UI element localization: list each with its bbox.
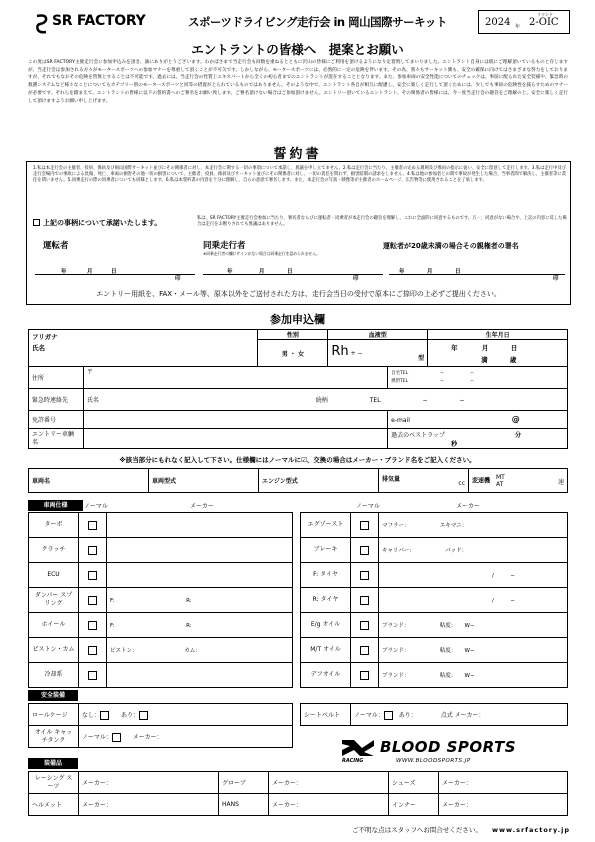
email-field[interactable] [388, 411, 568, 429]
spec-maker-field[interactable] [379, 613, 568, 638]
engine-field[interactable] [259, 469, 379, 493]
pledge-text: 1.私は本走行会の主催者、役員、係員及び岡山国際サーキット並びにその関係者に対し、本走行会に関する一切の事項について承諾し、異議を申し立てません。2.私は走行会に当たり、主催者の定める規則及び係員の指示に従い、安全に留意して走行します。3.私は走行中及び走行会場内での事故による負傷、死亡、車両の損害その他一切の損害について、主催者、役員、係員及びサーキット並びにその関係者に対し、一切の責任を問わず、損害賠償の請求をしません。4.私は他の参加者との間で事故が発生した場合、当事者間で解決し、主催者等に責任を問いません。5.同乗走行の際の同乗者についても同様とします。6.私は本誓約書の内容を十分に理解し、自らの意思で署名します。また、本走行会の写真・映像等が主催者のホームページ、広告物等に使用されることを了承します。 [33, 166, 566, 184]
mobile-tel-label: 携帯TEL [391, 378, 409, 384]
gender-label: 性別 [258, 330, 328, 340]
maker-label: メーカー： [442, 802, 472, 809]
maker-label: メーカー： [272, 780, 302, 787]
spec-label: ブレーキ [301, 538, 351, 563]
seal-mark: 印 [175, 276, 181, 282]
spec-row [29, 538, 293, 563]
guardian-signature-field[interactable] [389, 274, 565, 275]
equipment-table [28, 771, 568, 816]
postal-mark: 〒 [86, 369, 93, 376]
spec-maker-field[interactable] [379, 563, 568, 588]
hans-label: HANS [219, 794, 269, 816]
spec-row [301, 638, 568, 663]
normal-col-label: ノーマル [84, 503, 108, 510]
spec-maker-field[interactable] [107, 513, 293, 538]
spec-row [29, 588, 293, 613]
date-year: 年 [61, 269, 67, 275]
spec-maker-field[interactable] [379, 513, 568, 538]
blood-sports-logo [340, 738, 540, 766]
car-name-field[interactable] [29, 469, 149, 493]
sec-label: 秒 [451, 440, 458, 448]
spec-extra: ブランド： 粘度： W− [382, 673, 475, 679]
birthday-month: 月 [481, 343, 489, 352]
spec-normal-field[interactable] [351, 638, 379, 663]
spec-label: デフオイル [301, 663, 351, 688]
mt-label: MT [495, 473, 505, 481]
dash: − [422, 397, 428, 404]
spec-extra: キャリパー： パッド： [382, 548, 468, 554]
spec-row [301, 613, 568, 638]
normal-checkbox[interactable] [88, 646, 97, 655]
spec-extra: マフラー： エキマニ： [382, 523, 468, 529]
dash: − [440, 378, 445, 384]
spec-maker-field[interactable] [379, 638, 568, 663]
rh-sign: + − [350, 350, 363, 357]
round-box [478, 10, 570, 34]
none-label: なし： [82, 711, 101, 719]
rollcage-yes-checkbox[interactable] [139, 711, 148, 720]
date-day: 日 [111, 269, 117, 275]
normal-checkbox[interactable] [360, 596, 369, 605]
spec-row [29, 638, 293, 663]
passenger-note: ※同乗走行者の欄にサインがない場合は同乗走行を認められません。 [203, 251, 321, 256]
home-tel-label: 自宅TEL [391, 370, 409, 376]
rollcage-field[interactable] [79, 704, 293, 726]
agree-checkbox[interactable] [33, 219, 40, 226]
sr-factory-logo-icon [34, 14, 50, 34]
spec-normal-field[interactable] [351, 663, 379, 688]
shoes-field[interactable] [439, 772, 568, 794]
round-label: ラウンド [537, 12, 553, 17]
at-mark: @ [511, 415, 520, 424]
name-label: 氏名 [32, 344, 45, 352]
at-label: AT [495, 480, 504, 488]
date-day: 日 [287, 269, 293, 275]
spec-label: 冷却系 [29, 663, 79, 688]
intro-text: この度はSR FACTORY主催走行会に参加申込みを頂き、誠にありがとうございます。わかばさまで当走行会も回数を重ねるとともに沢山の皆様にご利用を頂けるようになり定着致してまいりました。エントラント自身には既にご理解頂いているものと存じますが、当走行会は参加される方々がモータースポーツへの参加マナーを尊重して頂くことが不可欠です。しかしながら、モータースポーツには、必然的に一定の危険を伴います。その為、我々もサーキット側も、安全の確保に向けてはさまざまな努力をしておりますが、それでもなおその危険を皆無とすることは不可能です。過去には、当走行会の性質上エキスパートから全くの初心者までのエントラントが混在することとなります。また、参加車両の安全性能についてのチェックは、事前に配られた安全装備や、緊急時の救護システムなど様々なことについてもカテゴリー別のモータースポーツと同等の措置がとられているものではありません。そのような中で、エントラント各自が相互に配慮し、安全に楽しく走行して頂くためには、少しでも事故の危険性を減らすためのマナーが必要です。それらを踏まえて、エントラントの皆様に以下の誓約書へのご署名をお願い致します。ご署名頂けない場合はご参加頂けません。エントリー頂いているエントラント、その関係者の皆様には、今一度当走行会の趣旨をご理解の上、安全に楽しく走行して頂けますようお願い申し上げます。 [28, 60, 568, 104]
birthday-field[interactable] [428, 340, 568, 367]
normal-col-label: ノーマル [356, 503, 380, 510]
normal-checkbox[interactable] [360, 571, 369, 580]
year-suffix: 年 [515, 24, 521, 30]
spec-normal-field[interactable] [79, 613, 107, 638]
helmet-label: ヘルメット [29, 794, 79, 816]
maker-label: メーカー： [82, 780, 112, 787]
specs-left-table [28, 512, 293, 688]
entry-vehicle-label: エントリー車輌名 [29, 429, 84, 449]
date-day: 日 [455, 269, 461, 275]
normal-checkbox[interactable] [360, 521, 369, 530]
catch-tank-label: オイル キャッチタンク [29, 726, 79, 748]
guardian-label: 運転者が20歳未満の場合その親権者の署名 [383, 242, 519, 250]
blood-suffix: 型 [418, 355, 425, 362]
entry-vehicle-field[interactable] [83, 429, 387, 449]
spec-row [301, 563, 568, 588]
best-lap-label: 過去のベストラップ [391, 431, 446, 439]
spec-normal-field[interactable] [79, 513, 107, 538]
date-year: 年 [399, 269, 405, 275]
safety-right-table [300, 703, 568, 726]
spec-label: クラッチ [29, 538, 79, 563]
safety-left-table [28, 703, 293, 748]
rollcage-none-checkbox[interactable] [100, 711, 109, 720]
address-field[interactable] [83, 367, 387, 389]
spec-maker-field[interactable] [379, 588, 568, 613]
spec-row [29, 513, 293, 538]
sponsor-sub: RACING [342, 758, 364, 764]
relation-label: 続柄 [315, 397, 328, 404]
address-label: 住所 [29, 367, 84, 389]
spec-normal-field[interactable] [79, 663, 107, 688]
spec-extra: ブランド： 粘度： W− [382, 623, 475, 629]
seal-mark: 印 [553, 276, 559, 282]
phone-field[interactable] [388, 367, 568, 389]
seatbelt-field[interactable] [351, 704, 568, 726]
catch-tank-normal-checkbox[interactable] [112, 733, 121, 742]
page-title: エントラントの皆様へ 提案とお願い [191, 42, 404, 57]
normal-checkbox[interactable] [360, 671, 369, 680]
footer-url: www.srfactory.jp [492, 826, 570, 834]
spec-label: エグゾースト [301, 513, 351, 538]
maker-label: メーカー： [132, 733, 163, 741]
spec-label: R: タイヤ [301, 588, 351, 613]
round: 2-OIC [529, 17, 559, 28]
normal-label: ノーマル： [354, 711, 384, 719]
spec-normal-field[interactable] [79, 638, 107, 663]
emergency-field[interactable] [83, 389, 567, 411]
equipment-header: 装備品 [28, 758, 78, 769]
emergency-name-label: 氏名 [86, 397, 99, 404]
spec-row [301, 538, 568, 563]
model-label: 車両型式 [152, 478, 177, 485]
car-name-label: 車両名 [32, 478, 51, 485]
footer-text: ご不明な点はスタッフへお問合せください。 [352, 826, 482, 834]
normal-checkbox[interactable] [88, 521, 97, 530]
spec-label: ECU [29, 563, 79, 588]
rh-label: Rh [331, 344, 349, 359]
normal-checkbox[interactable] [360, 546, 369, 555]
event-title: スポーツドライビング走行会 in 岡山国際サーキット [188, 15, 447, 29]
spec-maker-field[interactable] [107, 588, 293, 613]
year: 2024 [485, 17, 511, 28]
blood-sports-emblem-icon [340, 738, 376, 758]
glove-field[interactable] [269, 772, 389, 794]
spec-maker-field[interactable] [107, 638, 293, 663]
email-label: e-mail [391, 417, 410, 424]
pledge-title: 誓約書 [273, 147, 322, 162]
normal-label: ノーマル： [82, 733, 112, 741]
inner-label: インナー [389, 794, 439, 816]
date-month: 月 [427, 269, 433, 275]
spec-label: ピストン・カム [29, 638, 79, 663]
age-prefix: 満 [481, 355, 488, 364]
maker-col-label: メーカー [456, 503, 480, 510]
spec-row [29, 563, 293, 588]
pledge-note: 私は、SR FACTORY主催走行会参加に当たり、署名者ならびに運転者・同乗者が本走行会の趣旨を理解し、これに全面的に同意するものです。万一、同意がない場合や、上記の内容に反した場合は走行をお断りされても異議はありません。 [197, 216, 567, 228]
displacement-label: 排気量 [382, 476, 401, 483]
point-label: 点式 メーカー： [440, 711, 485, 719]
spec-maker-field[interactable] [379, 538, 568, 563]
application-title: 参加申込欄 [270, 313, 325, 326]
maker-label: メーカー： [442, 780, 472, 787]
helmet-field[interactable] [79, 794, 219, 816]
cc-label: cc [458, 480, 465, 487]
spec-normal-field[interactable] [79, 538, 107, 563]
emergency-label: 緊急時連絡先 [29, 389, 84, 411]
spec-extra: F: R: [110, 598, 192, 604]
engine-label: エンジン型式 [262, 478, 298, 485]
spec-label: ホイール [29, 613, 79, 638]
footer [0, 825, 570, 834]
birthday-year: 年 [451, 343, 458, 352]
catch-tank-field[interactable] [79, 726, 293, 748]
date-month: 月 [87, 269, 93, 275]
normal-checkbox[interactable] [88, 571, 97, 580]
notice-text: ※該当部分にもれなく記入して下さい。仕様欄にはノーマルに☑、交換の場合はメーカー・ブランド名をご記入ください。 [119, 456, 476, 464]
spec-extra: / − [492, 598, 515, 604]
rollcage-label: ロールケージ [29, 704, 79, 726]
spec-normal-field[interactable] [79, 588, 107, 613]
contact-table [28, 366, 568, 449]
glove-label: グローブ [219, 772, 269, 794]
model-field[interactable] [149, 469, 259, 493]
normal-checkbox[interactable] [88, 596, 97, 605]
normal-checkbox[interactable] [88, 621, 97, 630]
min-label: 分 [514, 431, 521, 439]
passenger-label: 同乗走行者 [203, 241, 246, 251]
inner-field[interactable] [439, 794, 568, 816]
spec-label: E/g オイル [301, 613, 351, 638]
transmission-field[interactable] [469, 469, 568, 493]
specs-header: 車両仕様 [28, 500, 83, 511]
blood-type-field[interactable] [328, 340, 428, 367]
spec-row [301, 588, 568, 613]
spec-row [29, 663, 293, 688]
gender-field[interactable]: 男 ・ 女 [258, 340, 328, 367]
sponsor-url: WWW.BLOODSPORTS.JP [396, 758, 471, 764]
brand-name: SR FACTORY [52, 13, 146, 29]
suit-label: レーシング スーツ [29, 772, 79, 794]
safety-header: 安全装備 [28, 690, 78, 701]
name-cell[interactable] [29, 330, 258, 367]
maker-col-label: メーカー [190, 503, 214, 510]
spec-extra: F: R: [110, 623, 192, 629]
dash: − [440, 370, 445, 376]
spec-normal-field[interactable] [79, 563, 107, 588]
driver-label: 運転者 [43, 241, 69, 251]
spec-normal-field[interactable] [351, 588, 379, 613]
pledge-box [26, 161, 571, 305]
hans-field[interactable] [269, 794, 389, 816]
normal-checkbox[interactable] [88, 546, 97, 555]
spec-maker-field[interactable] [107, 563, 293, 588]
normal-checkbox[interactable] [360, 646, 369, 655]
dash: − [459, 397, 465, 404]
spec-row [301, 663, 568, 688]
maker-label: メーカー： [272, 802, 302, 809]
spec-row [29, 613, 293, 638]
pledge-footer: エントリー用紙を、FAX・メール等、原本以外をご送付された方は、走行会当日の受付で原本にご捺印の上必ずご提出ください。 [96, 290, 501, 298]
sponsor-name: BLOOD SPORTS [380, 738, 517, 756]
normal-checkbox[interactable] [360, 621, 369, 630]
spec-normal-field[interactable] [351, 613, 379, 638]
spec-label: ターボ [29, 513, 79, 538]
furigana-label: フリガナ [32, 333, 58, 341]
yes-label: あり： [398, 711, 417, 719]
blood-type-label: 血液型 [328, 330, 428, 340]
age-suffix: 歳 [509, 355, 517, 364]
best-lap-field[interactable] [388, 429, 568, 449]
maker-label: メーカー： [82, 802, 112, 809]
shoes-label: シューズ [389, 772, 439, 794]
date-month: 月 [259, 269, 265, 275]
spec-row [301, 513, 568, 538]
specs-right-table [300, 512, 568, 688]
tel-label: TEL [369, 397, 381, 404]
spec-label: ダンパー スプリング [29, 588, 79, 613]
speed-label: 速 [557, 478, 564, 486]
spec-label: M/T オイル [301, 638, 351, 663]
vehicle-table [28, 468, 568, 493]
spec-maker-field[interactable] [107, 538, 293, 563]
license-field[interactable] [83, 411, 387, 429]
seatbelt-normal-checkbox[interactable] [384, 711, 393, 720]
license-label: 免許番号 [29, 411, 84, 429]
dash: − [470, 370, 474, 376]
date-year: 年 [227, 269, 233, 275]
transmission-label: 変速機 [472, 477, 491, 484]
spec-normal-field[interactable] [351, 513, 379, 538]
agree-label: 上記の事柄について承諾いたします。 [43, 219, 162, 227]
spec-maker-field[interactable] [107, 613, 293, 638]
spec-normal-field[interactable] [351, 563, 379, 588]
spec-label: F: タイヤ [301, 563, 351, 588]
normal-checkbox[interactable] [88, 671, 97, 680]
birthday-label: 生年月日 [428, 330, 568, 340]
suit-field[interactable] [79, 772, 219, 794]
birthday-day: 日 [510, 343, 518, 352]
yes-label: あり： [120, 711, 139, 719]
spec-extra: / − [492, 573, 515, 579]
seal-mark: 印 [353, 276, 359, 282]
spec-extra: ブランド： 粘度： W− [382, 648, 475, 654]
dash: − [470, 378, 474, 384]
application-table [28, 329, 568, 367]
spec-normal-field[interactable] [351, 538, 379, 563]
seatbelt-label: シートベルト [301, 704, 351, 726]
spec-maker-field[interactable] [379, 663, 568, 688]
spec-maker-field[interactable] [107, 663, 293, 688]
spec-extra: ピストン： カム： [110, 648, 201, 654]
displacement-field[interactable] [379, 469, 469, 493]
